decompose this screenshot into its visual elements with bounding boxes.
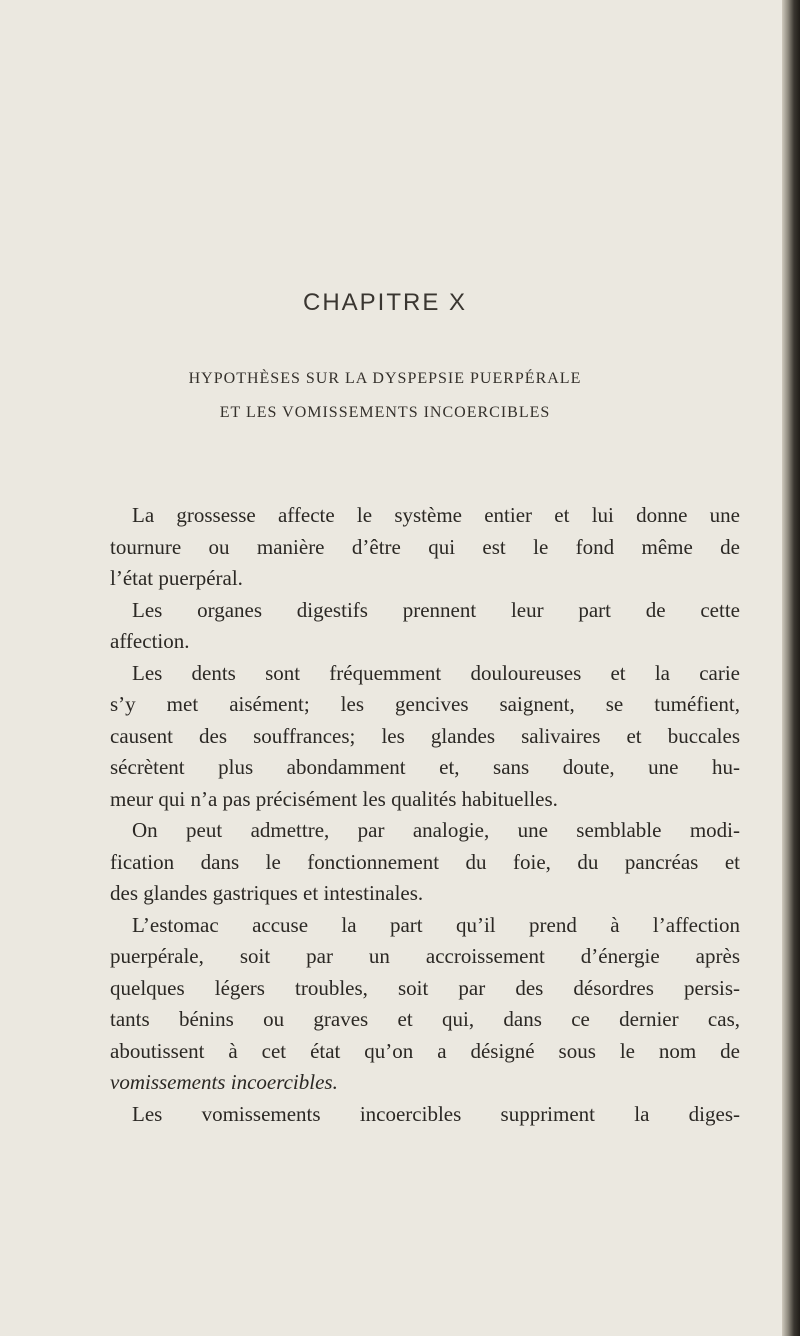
text-line: quelques légers troubles, soit par des désordres persis- <box>110 975 740 1000</box>
text-line: fication dans le fonctionnement du foie, du pancréas et <box>110 849 740 874</box>
text-line: sécrètent plus abondamment et, sans doute, une hu- <box>110 755 740 779</box>
text-line: causent des souffrances; les glandes salivaires et buccales <box>110 723 740 748</box>
text-line: des glandes gastriques et intestinales. <box>110 881 424 905</box>
text-line: On peut admettre, par analogie, une semblable modi- <box>132 818 740 842</box>
text-line: puerpérale, soit par un accroissement d’énergie après <box>110 944 740 968</box>
text-line: meur qui n’a pas précisément les qualités habituelles. <box>110 786 558 811</box>
text-line: s’y met aisément; les gencives saignent, se tuméfient, <box>110 692 740 716</box>
text-line: affection. <box>110 629 190 653</box>
text-line: La grossesse affecte le système entier et lui donne une <box>132 503 740 527</box>
text-line-emphasis: vomissements incoercibles. <box>110 1070 338 1094</box>
binding-edge <box>782 0 800 1336</box>
text-line: tournure ou manière d’être qui est le fond même de <box>110 534 740 559</box>
text-line: Les vomissements incoercibles suppriment la diges- <box>132 1101 740 1126</box>
text-line: tants bénins ou graves et qui, dans ce dernier cas, <box>110 1007 740 1031</box>
text-line: aboutissent à cet état qu’on a désigné sous le nom de <box>110 1038 740 1063</box>
text-line: l’état puerpéral. <box>110 566 243 590</box>
chapter-title: CHAPITRE X <box>302 289 468 316</box>
body-text <box>110 500 740 1130</box>
text-line: Les dents sont fréquemment douloureuses et la carie <box>132 660 740 685</box>
text-line: Les organes digestifs prennent leur part de cette <box>132 597 740 622</box>
chapter-subtitle-line-2: ET LES VOMISSEMENTS INCOERCIBLES <box>219 404 551 421</box>
text-line: L’estomac accuse la part qu’il prend à l’affection <box>132 912 740 937</box>
chapter-subtitle-line-1: HYPOTHÈSES SUR LA DYSPEPSIE PUERPÉRALE <box>188 370 582 387</box>
